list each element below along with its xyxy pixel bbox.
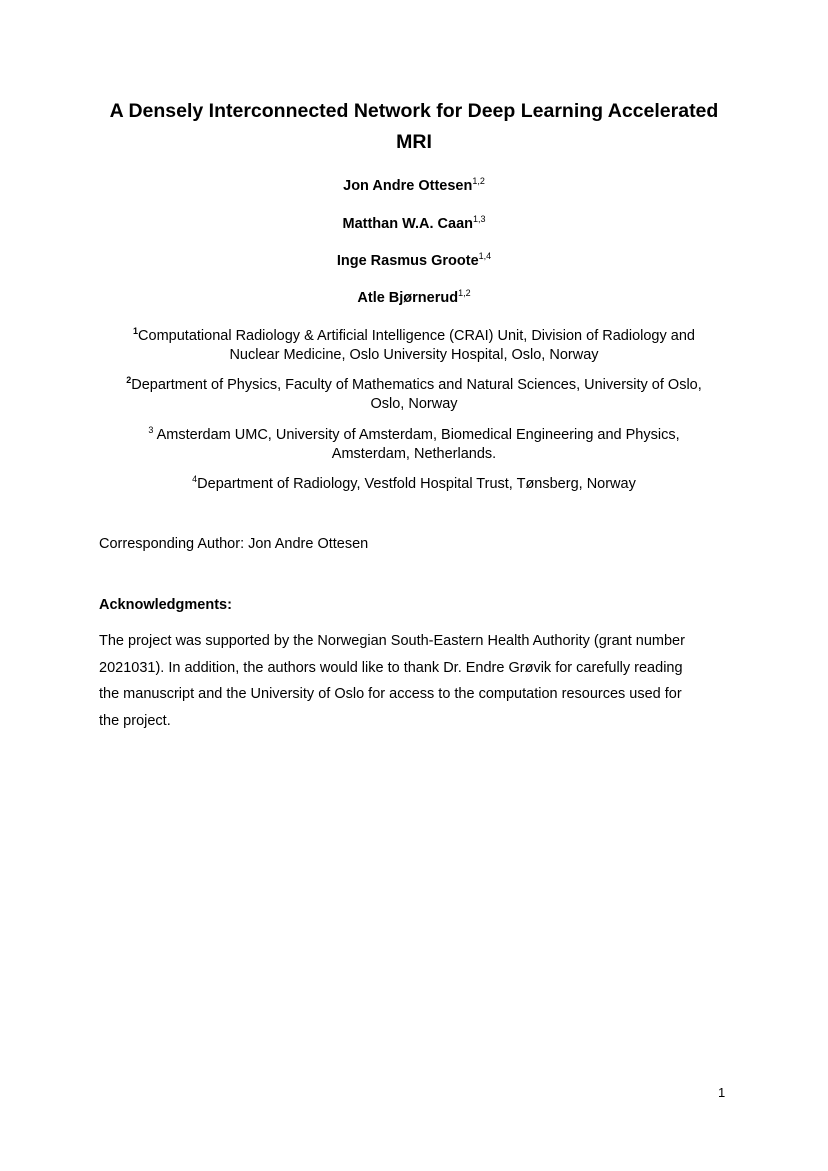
affiliation-number: 1 bbox=[133, 326, 139, 336]
paragraph-line: the project. bbox=[99, 712, 171, 729]
affiliation-number: 3 bbox=[148, 425, 154, 435]
affiliation-2 bbox=[100, 376, 728, 414]
affiliation-line: Nuclear Medicine, Oslo University Hospital, Oslo, Norway bbox=[229, 347, 599, 363]
paragraph-line: The project was supported by the Norwegian South-Eastern Health Authority (grant number bbox=[99, 633, 685, 649]
author-name: Matthan W.A. Caan bbox=[342, 216, 473, 232]
author-2 bbox=[0, 215, 828, 233]
acknowledgments-paragraph bbox=[99, 628, 731, 734]
author-1 bbox=[0, 177, 828, 195]
paragraph-line: the manuscript and the University of Oslo for access to the computation resources used for bbox=[99, 686, 682, 702]
affiliation-line: Department of Physics, Faculty of Mathematics and Natural Sciences, University of Oslo, bbox=[131, 377, 702, 393]
title-line-2: MRI bbox=[396, 131, 432, 153]
affiliation-line: Amsterdam, Netherlands. bbox=[331, 446, 497, 462]
author-4 bbox=[0, 289, 828, 307]
affiliation-line: Computational Radiology & Artificial Intelligence (CRAI) Unit, Division of Radiology and bbox=[138, 328, 695, 344]
paragraph-line: 2021031). In addition, the authors would like to thank Dr. Endre Grøvik for carefully reading bbox=[99, 659, 683, 676]
author-affiliation-marker: 1,3 bbox=[473, 214, 486, 224]
author-3 bbox=[0, 252, 828, 270]
affiliation-number: 4 bbox=[192, 474, 198, 484]
page-number: 1 bbox=[718, 1085, 726, 1100]
title-line-1: A Densely Interconnected Network for Deep Learning Accelerated bbox=[109, 100, 719, 122]
affiliation-number: 2 bbox=[126, 375, 132, 385]
author-name: Jon Andre Ottesen bbox=[343, 178, 473, 194]
affiliation-line: Oslo, Norway bbox=[370, 396, 458, 412]
corresponding-author: Corresponding Author: Jon Andre Ottesen bbox=[99, 536, 369, 552]
acknowledgments-heading: Acknowledgments: bbox=[99, 597, 232, 613]
paper-title bbox=[80, 96, 748, 158]
author-affiliation-marker: 1,2 bbox=[472, 176, 485, 186]
affiliation-3 bbox=[100, 426, 728, 464]
affiliation-line: Department of Radiology, Vestfold Hospital Trust, Tønsberg, Norway bbox=[197, 476, 636, 492]
author-affiliation-marker: 1,2 bbox=[458, 288, 471, 298]
affiliation-line: Amsterdam UMC, University of Amsterdam, Biomedical Engineering and Physics, bbox=[153, 427, 680, 443]
affiliation-1 bbox=[100, 327, 728, 365]
author-name: Inge Rasmus Groote bbox=[336, 253, 479, 269]
affiliation-4 bbox=[100, 475, 728, 494]
author-affiliation-marker: 1,4 bbox=[478, 251, 492, 261]
author-name: Atle Bjørnerud bbox=[357, 290, 459, 306]
